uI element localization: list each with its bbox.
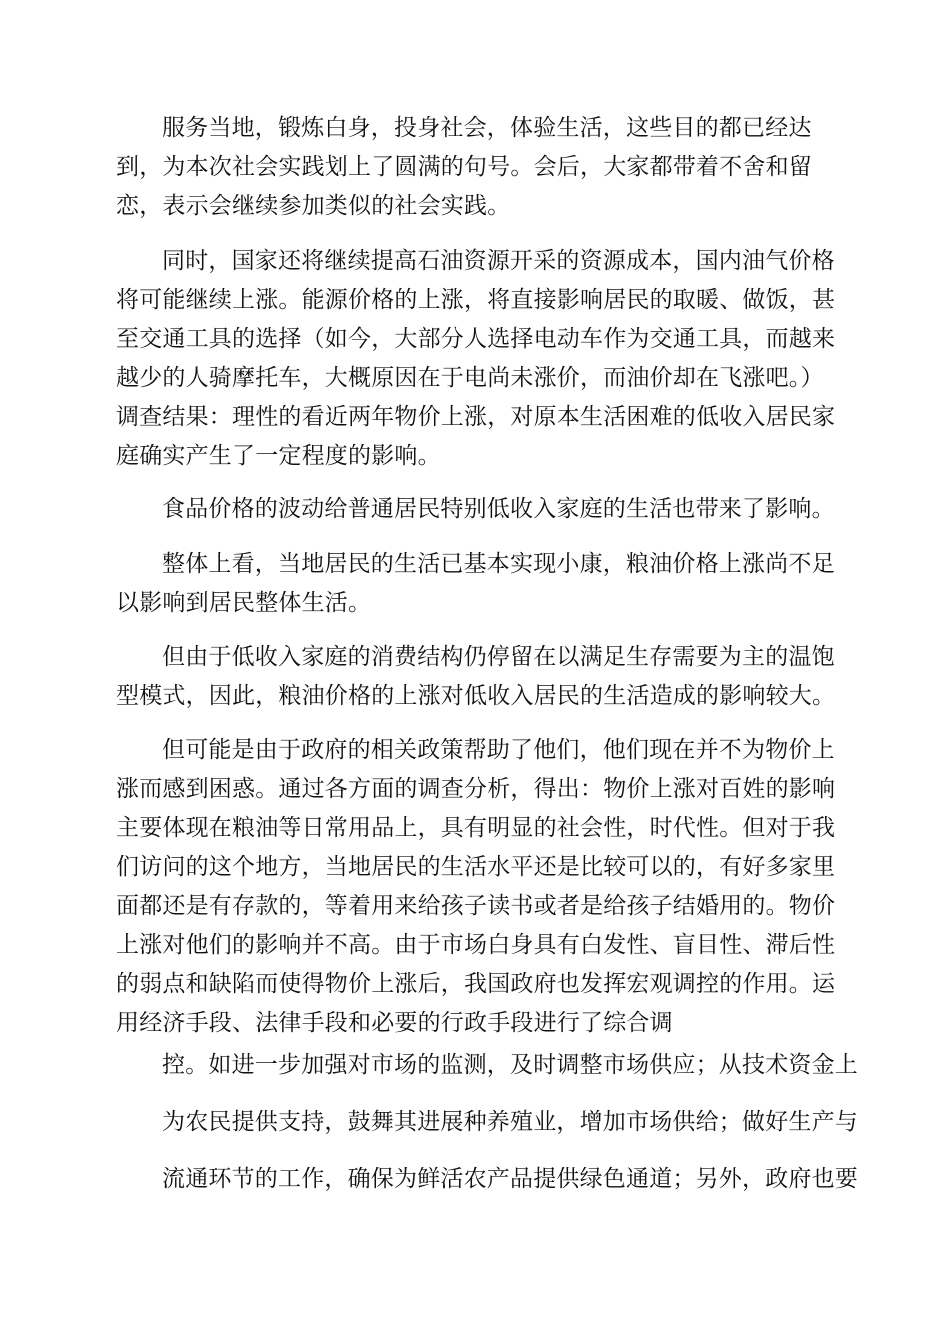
- paragraph-4: 整体上看，当地居民的生活已基本实现小康，粮油价格上涨尚不足以影响到居民整体生活。: [116, 551, 835, 616]
- paragraph-5: 但由于低收入家庭的消费结构仍停留在以满足生存需要为主的温饱型模式，因此，粮油价格的上涨对低收入居民的生活造成的影响较大。: [116, 644, 836, 709]
- paragraph-1: 服务当地，锻炼白身，投身社会，体验生活，这些目的都已经达到，为本次社会实践划上了圆满的句号。会后，大家都带着不舍和留恋，表示会继续参加类似的社会实践。: [116, 115, 812, 219]
- text-line-1: 控。如进一步加强对市场的监测，及时调整市场供应；从技术资金上: [162, 1052, 858, 1078]
- text-line-2: 为农民提供支持，鼓舞其进展种养殖业，增加市场供给；做好生产与: [162, 1109, 858, 1135]
- paragraph-2: 同时，国家还将继续提高石油资源开采的资源成本，国内油气价格将可能继续上涨。能源价格的上涨，将直接影响居民的取暖、做饭，甚至交通工具的选择（如今，大部分人选择电动车作为交通工具，而越来越少的人骑摩托车，大概原因在于电尚未涨价，而油价却在飞涨吧。）调查结果：理性的看近两年物价上涨，对原本生活困难的低收入居民家庭确实产生了一定程度的影响。: [116, 248, 836, 469]
- paragraph-6: 但可能是由于政府的相关政策帮助了他们，他们现在并不为物价上涨而感到困惑。通过各方面的调查分析，得出：物价上涨对百姓的影响主要体现在粮油等日常用品上，具有明显的社会性，时代性。但对于我们访问的这个地方，当地居民的生活水平还是比较可以的，有好多家里面都还是有存款的，等着用来给孩子读书或者是给孩子结婚用的。物价上涨对他们的影响并不高。由于市场白身具有白发性、盲目性、滞后性的弱点和缺陷而使得物价上涨后，我国政府也发挥宏观调控的作用。运用经济手段、法律手段和必要的行政手段进行了综合调: [116, 737, 836, 1036]
- paragraph-3: 食品价格的波动给普通居民特别低收入家庭的生活也带来了影响。: [162, 496, 835, 522]
- text-line-3: 流通环节的工作，确保为鲜活农产品提供绿色通道；另外，政府也要: [162, 1166, 858, 1192]
